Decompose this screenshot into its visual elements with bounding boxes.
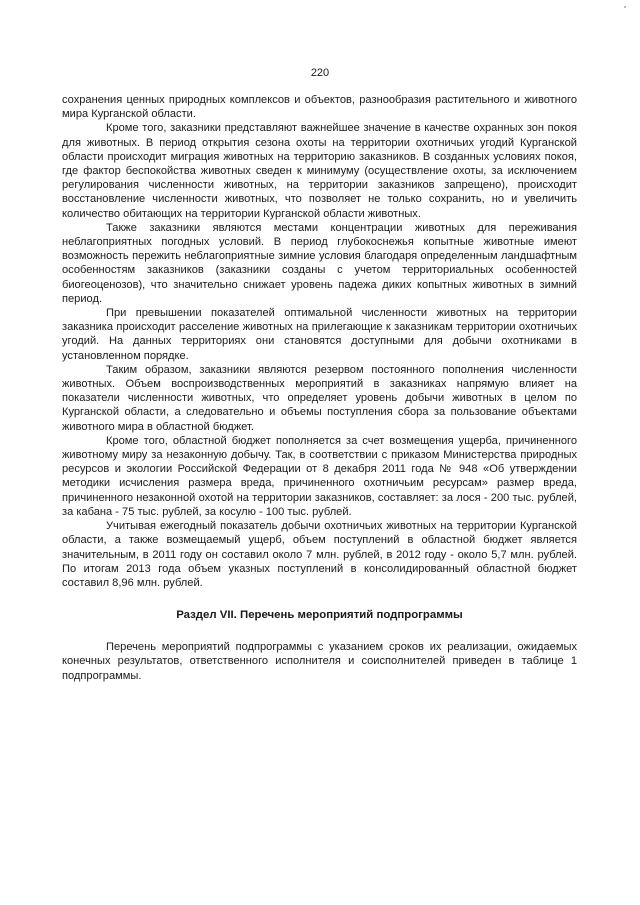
scan-speck [624, 6, 626, 8]
paragraph-continuation: сохранения ценных природных комплексов и объектов, разнообразия растительного и животного мира Курганской области. [62, 94, 577, 121]
paragraph-damage-compensation: Кроме того, областной бюджет пополняется за счет возмещения ущерба, причиненного животному миру за незаконную добычу. Так, в соответствии с приказом Министерства природных ресурсов и экологии Российской Федерации от 8 декабря 2011 года № 948 «Об утверждении методики исчисления размера вреда, причиненного охотничьим ресурсам» размер вреда, причиненного незаконной охотой на территории заказников, составляет: за лося - 200 тыс. рублей, за кабана - 75 тыс. рублей, за косулю - 100 тыс. рублей. [62, 434, 577, 518]
paragraph-reserve: Таким образом, заказники являются резервом постоянного пополнения численности животных. Объем воспроизводственных мероприятий в заказниках напрямую влияет на показатели численности животных, что определяет уровень добычи животных в целом по Курганской области, а следовательно и объемы поступления сбора за пользование объектами животного мира в областной бюджет. [62, 363, 577, 433]
section-title: Раздел VII. Перечень мероприятий подпрограммы [176, 609, 463, 622]
paragraph-rest-zones: Кроме того, заказники представляют важнейшее значение в качестве охранных зон покоя для животных. В период открытия сезона охоты на территории охотничьих угодий Курганской области происходит миграция животных на территорию заказников. В созданных условиях покоя, где фактор беспокойства животных сведен к минимуму (осуществление охоты, за исключением регулирования численности животных, на территории заказников запрещено), происходит восстановление численности животных, что позволяет не только сохранить, но и увеличить количество обитающих на территории Курганской области животных. [62, 122, 577, 220]
paragraph-budget-revenue: Учитывая ежегодный показатель добычи охотничьих животных на территории Курганской области, а также возмещаемый ущерб, объем поступлений в областной бюджет является значительным, в 2011 году он составил около 7 млн. рублей, в 2012 году - около 5,7 млн. рублей. По итогам 2013 года объем указных поступлений в консолидированный областной бюджет составил 8,96 млн. рублей. [62, 520, 577, 589]
page-number: 220 [310, 67, 330, 79]
document-body [62, 93, 577, 683]
paragraph-dispersal: При превышении показателей оптимальной численности животных на территории заказника происходит расселение животных на прилегающие к заказникам территории охотничьих угодий. На данных территориях они становятся доступными для добычи охотниками в установленном порядке. [62, 307, 577, 362]
paragraph-measures-list: Перечень мероприятий подпрограммы с указанием сроков их реализации, ожидаемых конечных результатов, ответственного исполнителя и соисполнителей приведен в таблице 1 подпрограммы. [62, 641, 577, 682]
paragraph-weather-shelter: Также заказники являются местами концентрации животных для переживания неблагоприятных погодных условий. В период глубокоснежья копытные животные имеют возможность пережить неблагоприятные зимние условия благодаря определенным ландшафтным особенностям заказников (заказники созданы с учетом территориальных особенностей биогеоценозов), что значительно снижает уровень падежа диких копытных животных в зимний период. [62, 221, 577, 305]
